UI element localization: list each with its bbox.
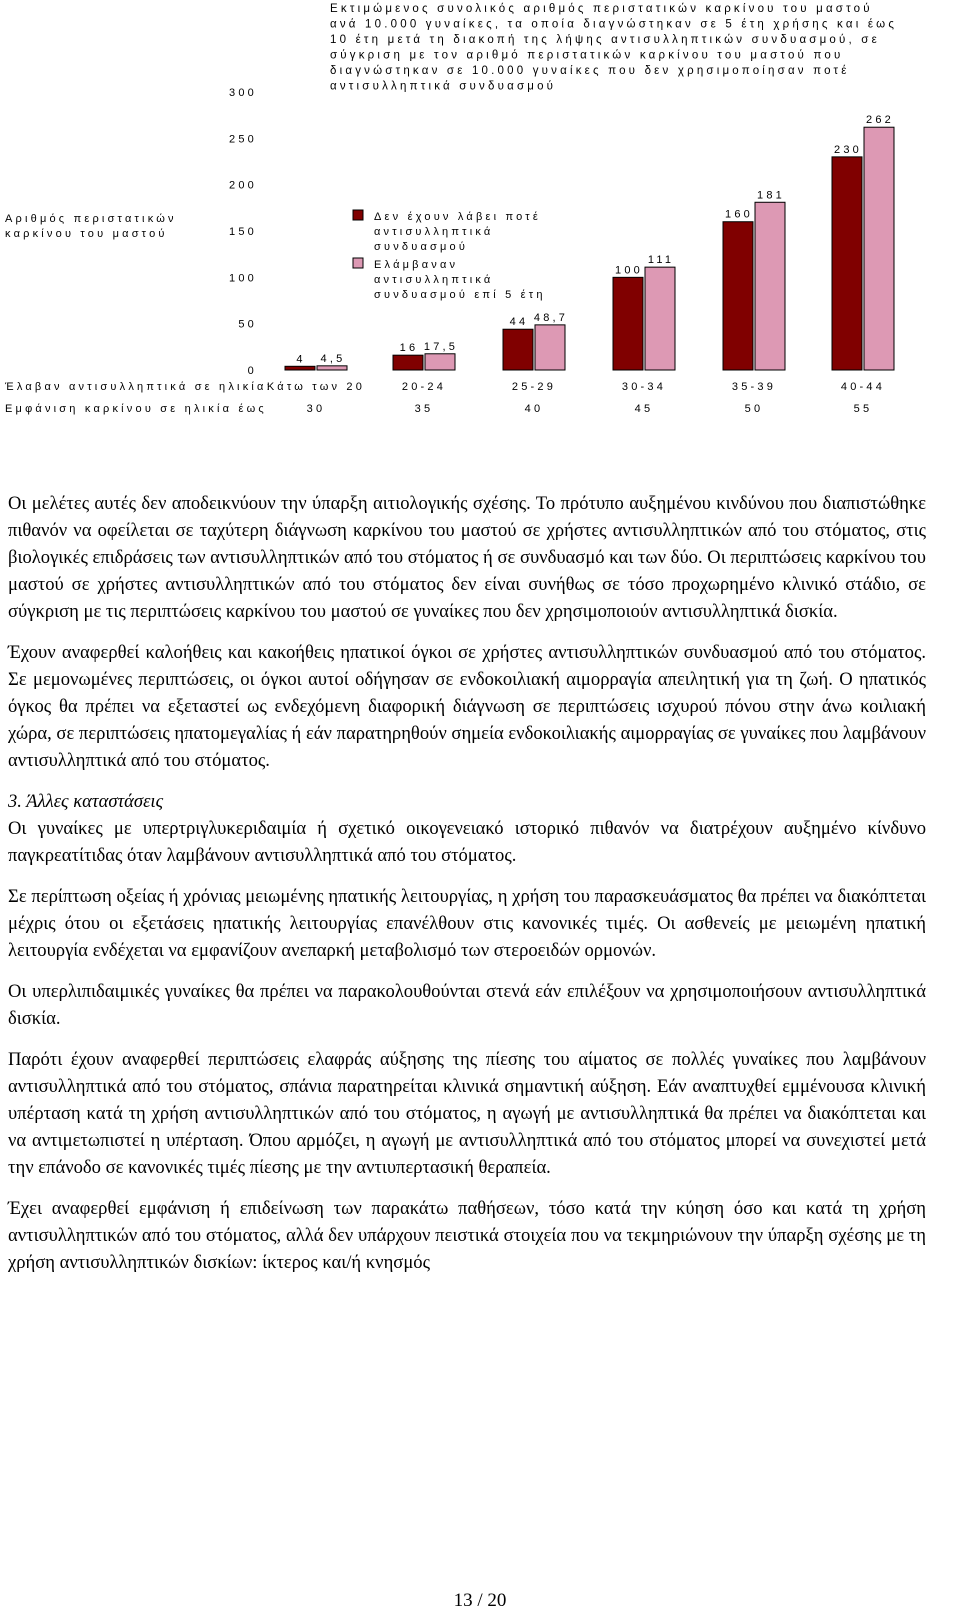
bar-series2	[755, 202, 785, 370]
bar-series1	[723, 222, 753, 370]
x-row1-label: Έλαβαν αντισυλληπτικά σε ηλικία:	[5, 381, 273, 393]
paragraph-liver-function: Σε περίπτωση οξείας ή χρόνιας μειωμένης ηπατικής λειτουργίας, η χρήση του παρασκευάσματος θα πρέπει να διακόπτεται μέχρις ότου οι εξετάσεις ηπατικής λειτουργίας επανέλθουν στις κανονικές τιμές. Οι ασθενείς με μειωμένη ηπατική λειτουργία ενδέχεται να εμφανίζουν ανεπαρκή μεταβολισμό των στεροειδών ορμονών.	[8, 886, 926, 961]
x-category2-label: 45	[634, 403, 654, 415]
chart-title-line: διαγνώστηκαν σε 10.000 γυναίκες που δεν χρησιμοποίησαν ποτέ	[330, 65, 850, 77]
bar-series2	[317, 366, 347, 370]
legend-label-line: Ελάμβαναν	[374, 259, 459, 271]
paragraph-pancreatitis: Οι γυναίκες με υπερτριγλυκεριδαιμία ή σχετικό οικογενειακό ιστορικό πιθανόν να διατρέχουν αυξημένο κίνδυνο παγκρεατίτιδας όταν λαμβάνουν αντισυλληπτικά από του στόματος.	[8, 818, 926, 866]
x-category-label: 30-34	[621, 381, 667, 393]
chart-title-line: αντισυλληπτικά συνδυασμού	[330, 80, 557, 93]
x-category-label: 35-39	[731, 381, 777, 393]
legend-label-line: συνδυασμού	[374, 241, 469, 253]
chart-title-line: σύγκριση με τον αριθμό περιστατικών καρκίνου του μαστού που	[330, 49, 844, 62]
bar-series2	[864, 127, 894, 370]
legend-label-line: Δεν έχουν λάβει ποτέ	[374, 211, 541, 223]
bar-value-label: 44	[509, 316, 529, 329]
x-category2-label: 30	[306, 403, 326, 415]
bar-value-label: 111	[647, 254, 675, 267]
paragraph-conditions: Έχει αναφερθεί εμφάνιση ή επιδείνωση των παρακάτω παθήσεων, τόσο κατά την κύηση όσο και κατά τη χρήση αντισυλληπτικών από του στόματος, αλλά δεν υπάρχουν πειστικά στοιχεία που να τεκμηριώνουν την ύπαρξη σχέσης με τη χρήση αντισυλληπτικών δισκίων: ίκτερος και/ή κνησμός	[8, 1198, 926, 1273]
x-category-label: 25-29	[511, 381, 557, 393]
chart-legend	[353, 210, 546, 301]
y-axis-ticks	[229, 87, 257, 377]
x-category2-label: 40	[524, 403, 544, 415]
y-tick-label: 200	[229, 179, 257, 192]
bar-series1	[393, 355, 423, 370]
legend-swatch	[353, 210, 363, 220]
bar-series1	[613, 277, 643, 370]
chart-title-line: Εκτιμώμενος συνολικός αριθμός περιστατικών καρκίνου του μαστού	[330, 3, 873, 15]
bar-series1	[285, 366, 315, 370]
y-tick-label: 300	[229, 87, 257, 99]
legend-label-line: συνδυασμού επί 5 έτη	[374, 289, 546, 301]
legend-swatch	[353, 258, 363, 268]
y-axis-label	[5, 213, 177, 240]
chart-title-line: ανά 10.000 γυναίκες, τα οποία διαγνώστηκαν σε 5 έτη χρήσης και έως	[330, 18, 898, 31]
x-category-label: 40-44	[840, 381, 886, 393]
bar-value-label: 230	[834, 143, 862, 156]
x-category2-label: 55	[853, 403, 873, 415]
bar-value-label: 262	[866, 114, 894, 127]
chart-bar-labels	[296, 114, 894, 365]
bar-value-label: 160	[725, 208, 753, 221]
bar-value-label: 181	[757, 189, 785, 202]
paragraph-hyperlipidemia: Οι υπερλιπιδαιμικές γυναίκες θα πρέπει να παρακολουθούνται στενά εάν επιλέξουν να χρησιμοποιήσουν αντισυλληπτικά δισκία.	[8, 981, 926, 1029]
y-axis-label-line: Αριθμός περιστατικών	[5, 213, 177, 225]
bar-value-label: 48,7	[533, 311, 569, 324]
legend-label-line: αντισυλληπτικά	[374, 274, 494, 286]
bar-series2	[425, 354, 455, 370]
breast-cancer-bar-chart	[0, 0, 960, 440]
section-heading: 3. Άλλες καταστάσεις	[8, 791, 164, 812]
x-category-label: 20-24	[401, 381, 447, 393]
y-axis-label-line: καρκίνου του μαστού	[5, 228, 168, 240]
y-tick-label: 100	[229, 272, 257, 285]
bar-series2	[535, 325, 565, 370]
bar-series2	[645, 267, 675, 370]
x-axis-labels	[4, 381, 885, 415]
bar-value-label: 16	[399, 342, 419, 355]
bar-value-label: 4,5	[320, 352, 346, 365]
x-category-label: Κάτω των 20	[266, 381, 366, 393]
y-tick-label: 0	[247, 365, 257, 377]
paragraph-blood-pressure: Παρότι έχουν αναφερθεί περιπτώσεις ελαφράς αύξησης της πίεσης του αίματος σε πολλές γυναίκες που λαμβάνουν αντισυλληπτικά από του στόματος, σπάνια παρατηρείται κλινικά σημαντική αύξηση. Εάν αναπτυχθεί εμμένουσα κλινική υπέρταση κατά τη χρήση αντισυλληπτικών από του στόματος, η αγωγή με αντισυλληπτικά θα πρέπει να διακόπτεται και να αντιμετωπιστεί η υπέρταση. Όπου αρμόζει, η αγωγή με αντισυλληπτικά από του στόματος μπορεί να συνεχιστεί μετά την επάνοδο σε κανονικές τιμές πίεσης με την αντιυπερτασική θεραπεία.	[8, 1049, 926, 1178]
chart-title	[330, 3, 897, 93]
x-row2-label: Εμφάνιση καρκίνου σε ηλικία έως	[5, 403, 267, 415]
y-tick-label: 50	[238, 318, 257, 331]
paragraph-liver-tumors: Έχουν αναφερθεί καλοήθεις και κακοήθεις ηπατικοί όγκοι σε χρήστες αντισυλληπτικών συνδυασμού από του στόματος. Σε μεμονωμένες περιπτώσεις, οι όγκοι αυτοί οδήγησαν σε ενδοκοιλιακή αιμορραγία απειλητική για τη ζωή. Ο ηπατικός όγκος θα πρέπει να εξεταστεί ως ενδεχόμενη διαφορική διάγνωση σε περιπτώσεις ισχυρού πόνου στην άνω κοιλιακή χώρα, σε περιπτώσεις ηπατομεγαλίας ή εάν παρατηρηθούν σημεία ενδοκοιλιακής αιμορραγίας σε γυναίκες που λαμβάνουν αντισυλληπτικά από του στόματος.	[8, 642, 926, 771]
bar-value-label: 4	[296, 353, 306, 366]
legend-label-line: αντισυλληπτικά	[374, 226, 494, 238]
bar-value-label: 100	[615, 264, 643, 277]
document-body	[8, 490, 926, 1290]
x-category2-label: 50	[744, 403, 764, 415]
page-number: 13 / 20	[453, 1590, 507, 1611]
bar-value-label: 17,5	[423, 340, 459, 353]
bar-series1	[503, 329, 533, 370]
chart-title-line: 10 έτη μετά τη διακοπή της λήψης αντισυλληπτικών συνδυασμού, σε	[330, 34, 880, 46]
y-tick-label: 250	[229, 133, 257, 146]
y-tick-label: 150	[229, 226, 257, 238]
bar-series1	[832, 157, 862, 370]
x-category2-label: 35	[414, 403, 434, 415]
paragraph-causality: Οι μελέτες αυτές δεν αποδεικνύουν την ύπαρξη αιτιολογικής σχέσης. Το πρότυπο αυξημένου κινδύνου που διαπιστώθηκε πιθανόν να οφείλεται σε ταχύτερη διάγνωση καρκίνου του μαστού σε χρήστες αντισυλληπτικών από του στόματος, στις βιολογικές επιδράσεις των αντισυλληπτικών από του στόματος ή σε συνδυασμό και των δύο. Οι περιπτώσεις καρκίνου του μαστού σε χρήστες αντισυλληπτικών από του στόματος δεν είναι συνήθως σε τόσο προχωρημένο κλινικό στάδιο, σε σύγκριση με τις περιπτώσεις καρκίνου του μαστού σε γυναίκες που δεν χρησιμοποιούν αντισυλληπτικά δισκία.	[8, 493, 926, 622]
